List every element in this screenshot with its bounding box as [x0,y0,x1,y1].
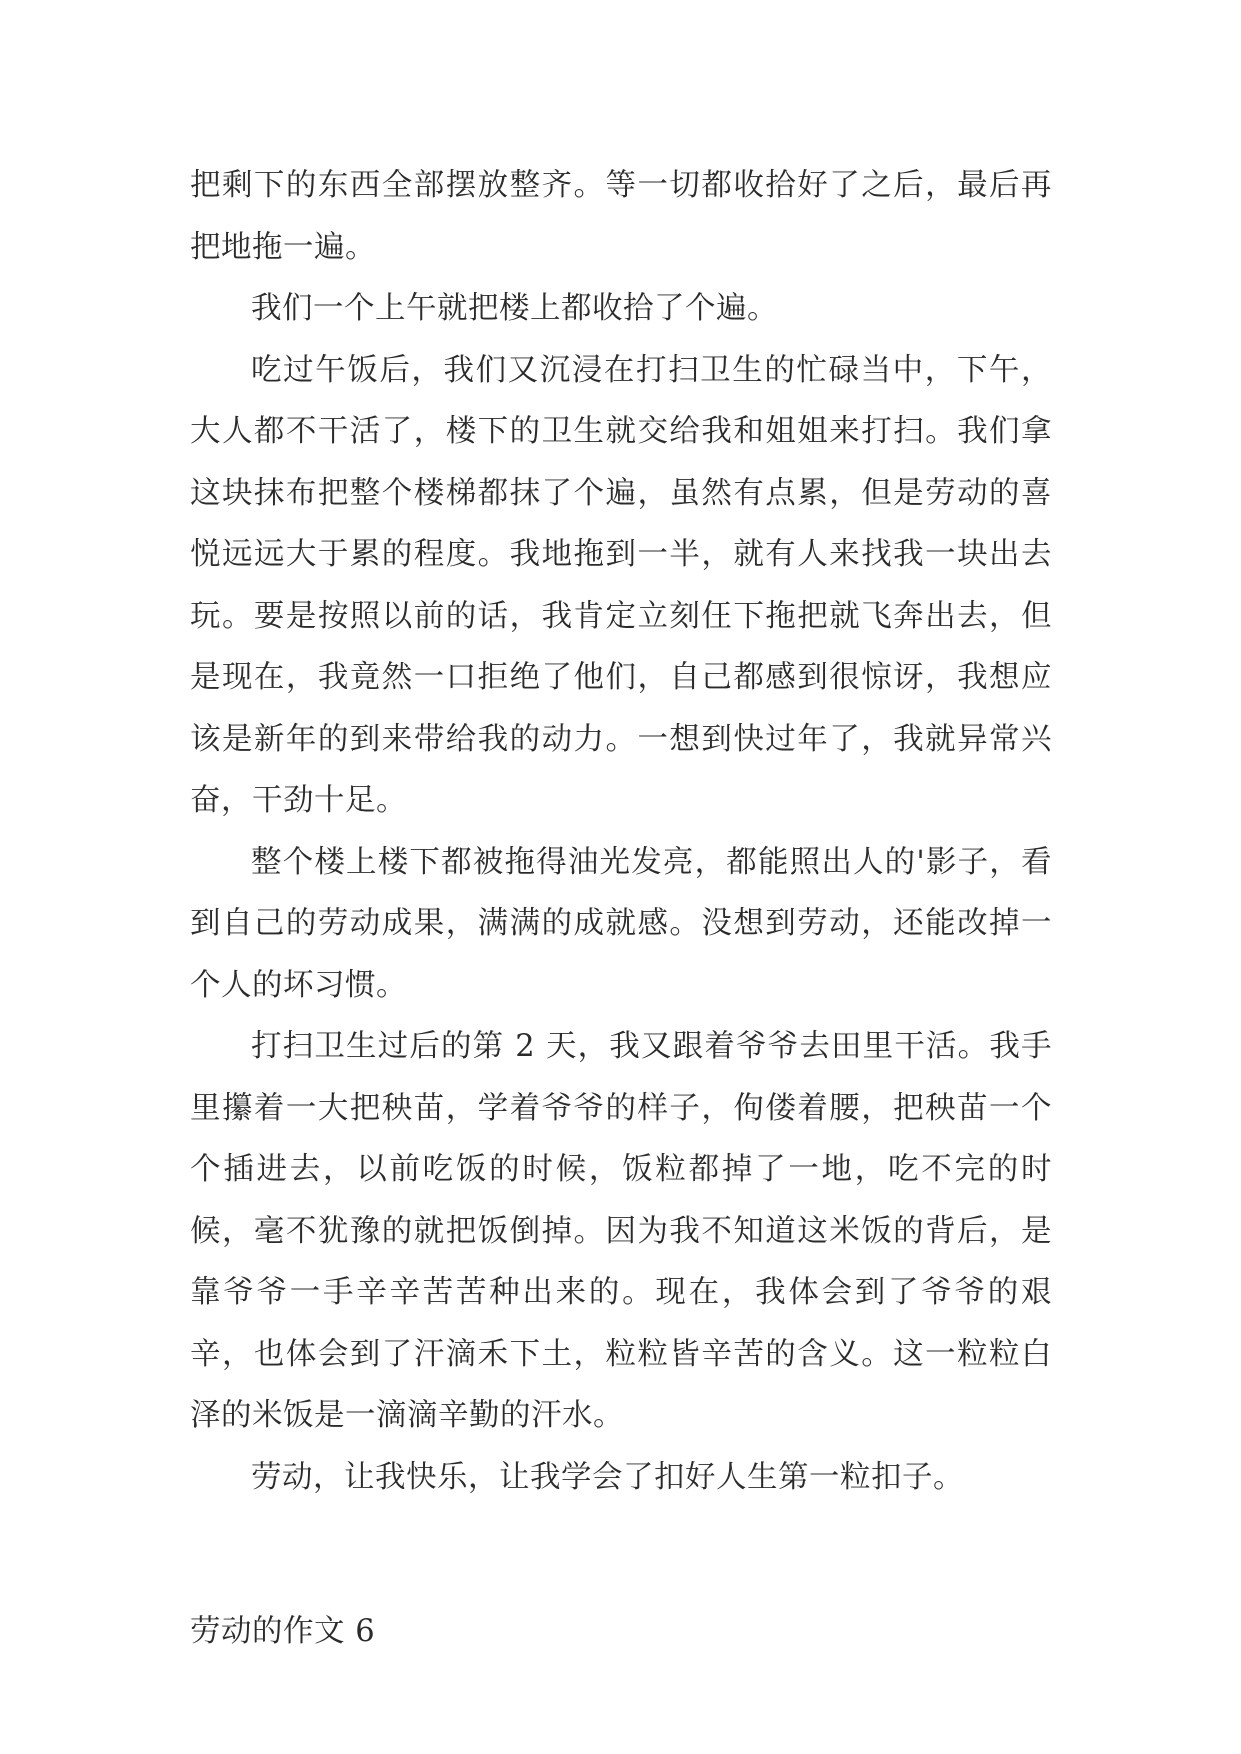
paragraph: 劳动，让我快乐，让我学会了扣好人生第一粒扣子。 [251,1459,964,1495]
section-heading: 劳动的作文 6 [190,1614,376,1649]
paragraph: 我们一个上午就把楼上都收拾了个遍。 [251,291,778,326]
paragraph: 吃过午饭后，我们又沉浸在打扫卫生的忙碌当中，下午，大人都不干活了，楼下的卫生就交给我和姐姐来打扫。我们拿这块抹布把整个楼梯都抹了个遍，虽然有点累，但是劳动的喜悦远远大于累的程度。我地拖到一半，就有人来找我一块出去玩。要是按照以前的话，我肯定立刻仼下拖把就飞奔出去，但是现在，我竟然一口拒绝了他们，自己都感到很惊讶，我想应该是新年的到来带给我的动力。一想到快过年了，我就异常兴奋，干劲十足。 [190,352,1052,818]
document-page [190,155,1052,1663]
paragraph-continuation: 把剩下的东西全部摆放整齐。等一切都收拾好了之后，最后再把地拖一遍。 [190,168,1052,265]
paragraph: 打扫卫生过后的第 2 天，我又跟着爷爷去田里干活。我手里攥着一大把秧苗，学着爷爷的样子，佝偻着腰，把秧苗一个个插进去，以前吃饭的时候，饭粒都掉了一地，吃不完的时候，毫不犹豫的就把饭倒掉。因为我不知道这米饭的背后，是靠爷爷一手辛辛苦苦种出来的。现在，我体会到了爷爷的艰辛，也体会到了汗滴禾下土，粒粒皆辛苦的含义。这一粒粒白泽的米饭是一滴滴辛勤的汗水。 [190,1029,1052,1433]
paragraph: 整个楼上楼下都被拖得油光发亮，都能照出人的'影子，看到自己的劳动成果，满满的成就感。没想到劳动，还能改掉一个人的坏习惯。 [190,844,1052,1003]
